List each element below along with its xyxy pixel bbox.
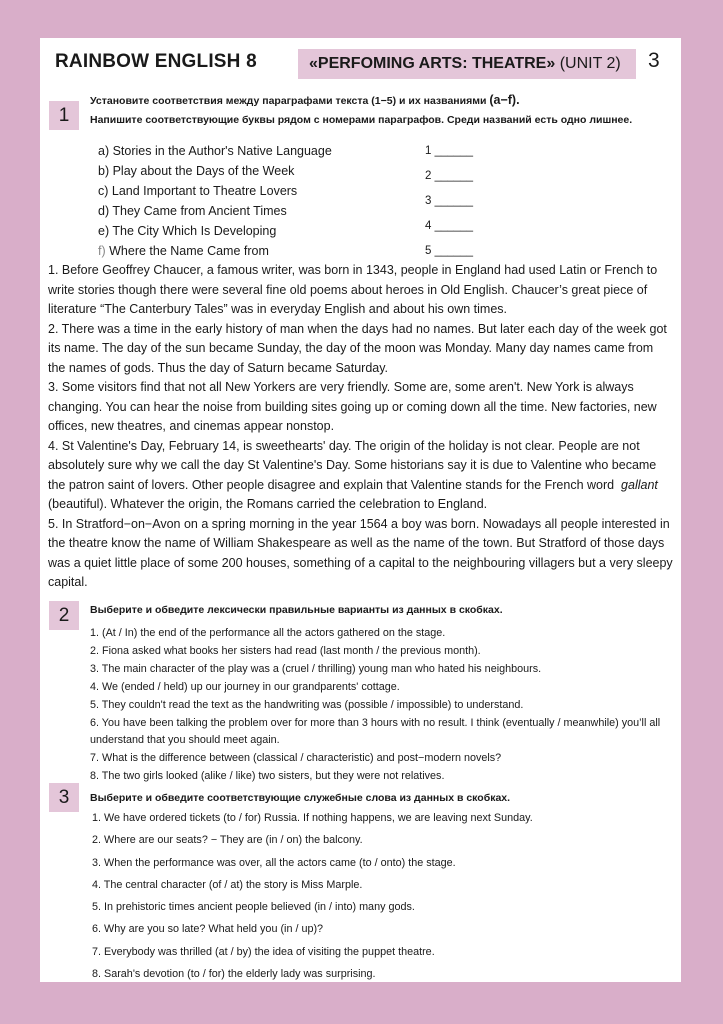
exercise-item: 4. The central character (of / at) the story is Miss Marple.: [92, 878, 363, 891]
paragraph: 5. In Stratford−on−Avon on a spring morning in the year 1564 a boy was born. Nowadays all people interested in the theatre know the name of William Shakespeare as well as the name of the town. But Stratford of those days was a quiet little place of some 200 houses, something of a capital to the neighbouring villagers but a very sleepy capital.: [48, 516, 673, 589]
task-2-number: 2: [49, 601, 79, 630]
exercise-item: 3. The main character of the play was a (cruel / thrilling) young man who hated his neighbours.: [90, 662, 542, 675]
paragraph: 1. Before Geoffrey Chaucer, a famous writer, was born in 1343, people in England had used Latin or French to write stories though there were several fine old poems about heroes in Old English. Chaucer’s great piece of literature “The Canterbury Tales” was in everyday English and about his own times.: [48, 263, 658, 316]
paragraph-4-start: 4. St Valentine's Day, February 14, is sweethearts' day. The origin of the holiday is not clear. People are not absolutely sure why we call the day St Valentine's Day. Some historians say it is due to Valentine who became the patron saint of lovers. Other people disagree and explain that Valentine stands for the French word: [48, 438, 657, 492]
page-number: 3: [648, 49, 660, 72]
heading-option: [98, 241, 332, 261]
task-1-number: 1: [49, 101, 79, 130]
heading-option: e) The City Which Is Developing: [98, 224, 277, 238]
exercise-item: 2. Where are our seats? − They are (in / on) the balcony.: [92, 834, 363, 847]
heading-option: b) Play about the Days of the Week: [98, 164, 295, 178]
exercise-item: 3. When the performance was over, all the actors came (to / onto) the stage.: [92, 856, 456, 869]
paragraph: 3. Some visitors find that not all New Yorkers are very friendly. Some are, some aren't. New York is always changing. You can hear the noise from building sites going up or coming down all the time. New factories, new offices, new theatres, and cinemas appear nonstop.: [48, 380, 657, 433]
task-1-instruction-line1: Установите соответствия между параграфами текста (1−5) и их названиями: [90, 95, 487, 107]
paragraph-4-italic-word: gallant: [621, 477, 658, 492]
heading-option-letter: f): [98, 244, 106, 258]
heading-option: d) They Came from Ancient Times: [98, 204, 287, 218]
exercise-item: 5. They couldn't read the text as the handwriting was (possible / impossible) to understand.: [90, 698, 524, 711]
task-2-items: [90, 625, 675, 786]
exercise-item: 6. Why are you so late? What held you (in / up)?: [92, 923, 324, 936]
paragraph-4-end: (beautiful). Whatever the origin, the Romans carried the celebration to England.: [48, 497, 488, 511]
exercise-item: 7. What is the difference between (classical / characteristic) and post−modern novels?: [90, 752, 502, 765]
task-1-instruction: [90, 91, 632, 130]
paragraph: 2. There was a time in the early history of man when the days had no names. But later each day of the week got its name. The day of the sun became Sunday, the day of the moon was Monday. Many day names came from the names of gods. Thus the day of Saturn became Saturday.: [48, 321, 667, 375]
exercise-item: 1. (At / In) the end of the performance all the actors gathered on the stage.: [90, 627, 446, 639]
exercise-item: 6. You have been talking the problem over for more than 3 hours with no result. I think (eventually / meanwhile) you’ll all understand that you should meet again.: [90, 716, 661, 747]
task-2-instruction: Выберите и обведите лексически правильные варианты из данных в скобках.: [90, 604, 503, 616]
answer-blank[interactable]: 5 ______: [425, 245, 473, 257]
unit-title: «PERFOMING ARTS: THEATRE»: [309, 55, 556, 72]
page-title: RAINBOW ENGLISH 8: [55, 51, 257, 72]
heading-option: c) Land Important to Theatre Lovers: [98, 184, 298, 198]
reading-text: [48, 261, 673, 593]
answer-blank[interactable]: 1 ______: [425, 145, 473, 157]
answer-blanks: [425, 141, 473, 266]
exercise-item: 2. Fiona asked what books her sisters had read (last month / the previous month).: [90, 644, 481, 657]
exercise-item: 5. In prehistoric times ancient people believed (in / into) many gods.: [92, 901, 415, 914]
exercise-item: 8. The two girls looked (alike / like) two sisters, but they were not relatives.: [90, 770, 445, 783]
task-3-items: [92, 809, 533, 987]
task-1-instruction-line2: Напишите соответствующие буквы рядом с номерами параграфов. Среди названий есть одно лишнее.: [90, 114, 633, 126]
unit-number: (UNIT 2): [559, 55, 621, 72]
exercise-item: 1. We have ordered tickets (to / for) Russia. If nothing happens, we are leaving next Sunday.: [92, 812, 533, 824]
heading-option: a) Stories in the Author's Native Language: [98, 144, 332, 158]
task-1-instruction-tail: (a−f).: [489, 93, 520, 107]
unit-banner: [298, 49, 636, 79]
exercise-item: 8. Sarah's devotion (to / for) the elderly lady was surprising.: [92, 968, 376, 981]
exercise-item: 7. Everybody was thrilled (at / by) the idea of visiting the puppet theatre.: [92, 945, 435, 958]
paragraph: [48, 437, 673, 515]
task-3-instruction: Выберите и обведите соответствующие служебные слова из данных в скобках.: [90, 792, 511, 804]
headings-list: [98, 141, 332, 261]
answer-blank[interactable]: 3 ______: [425, 195, 473, 207]
worksheet-page: [40, 38, 681, 982]
exercise-item: 4. We (ended / held) up our journey in our grandparents' cottage.: [90, 680, 400, 693]
answer-blank[interactable]: 2 ______: [425, 170, 473, 182]
answer-blank[interactable]: 4 ______: [425, 220, 473, 232]
heading-option-text: Where the Name Came from: [109, 244, 269, 258]
task-3-number: 3: [49, 783, 79, 812]
